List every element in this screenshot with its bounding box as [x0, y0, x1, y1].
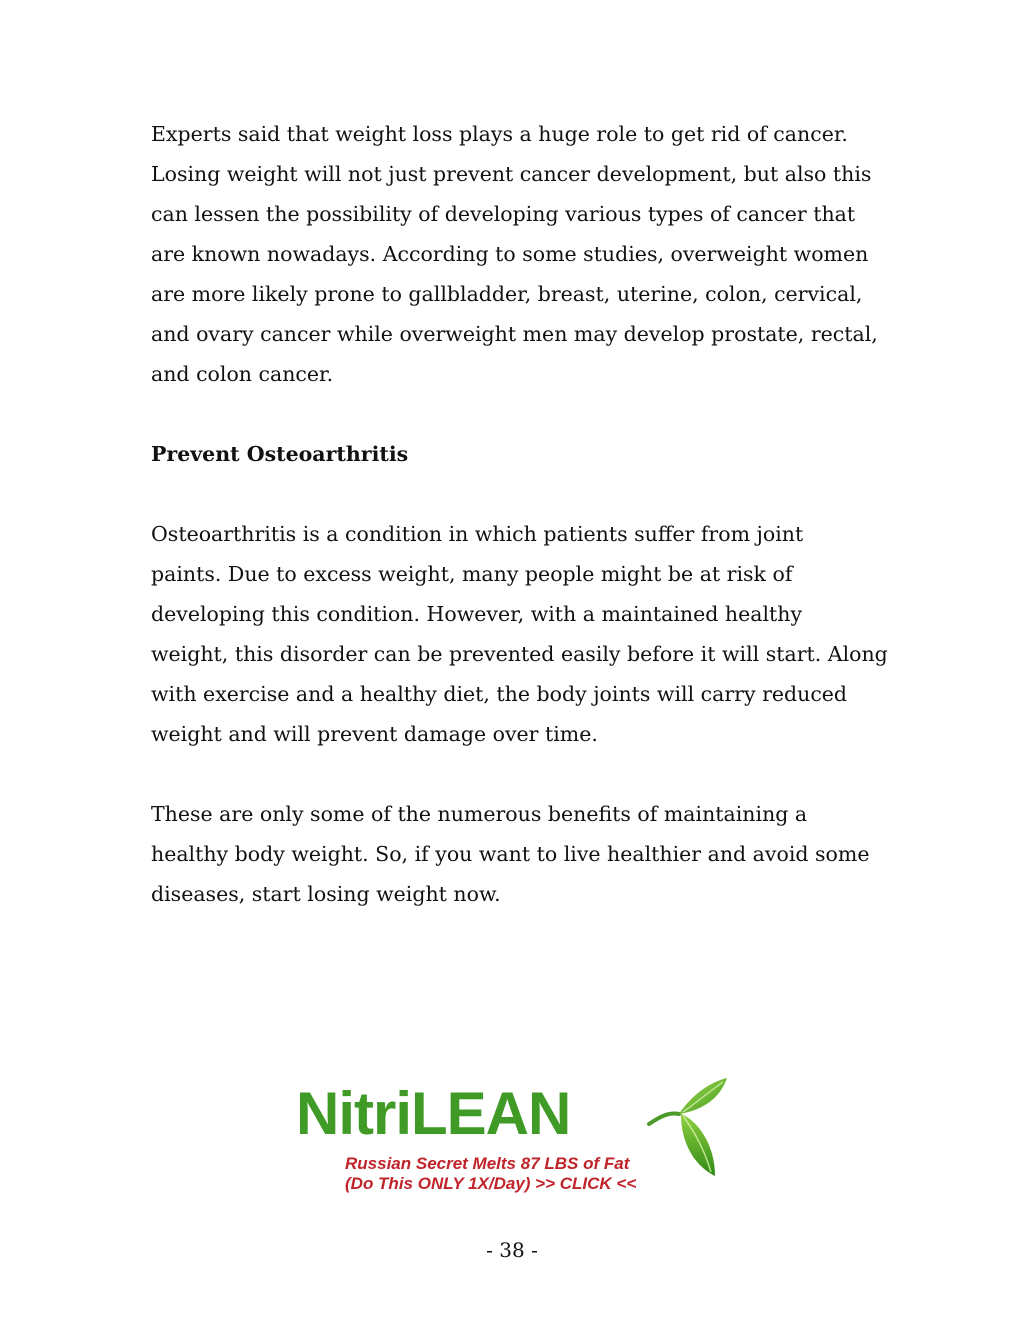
text-line: developing this condition. However, with a maintained healthy — [151, 602, 803, 626]
section-heading: Prevent Osteoarthritis — [151, 442, 409, 466]
paragraph-spacer — [151, 754, 876, 794]
paragraph-spacer — [151, 394, 876, 434]
text-line: diseases, start losing weight now. — [151, 882, 501, 906]
text-line: and colon cancer. — [151, 362, 334, 386]
page-number: - 38 - — [486, 1238, 538, 1262]
ad-tagline — [345, 1154, 636, 1194]
paragraph-conclusion — [151, 794, 876, 914]
text-line: can lessen the possibility of developing various types of cancer that — [151, 202, 856, 226]
document-body — [151, 114, 888, 914]
leaf-icon — [645, 1074, 735, 1179]
text-line: Losing weight will not just prevent cancer development, but also this — [151, 162, 872, 186]
text-line: are known nowadays. According to some studies, overweight women — [151, 242, 869, 266]
paragraph-cancer — [151, 114, 876, 394]
text-line: Experts said that weight loss plays a huge role to get rid of cancer. — [151, 122, 848, 146]
text-line: are more likely prone to gallbladder, breast, uterine, colon, cervical, — [151, 282, 863, 306]
ad-tagline-line-1: Russian Secret Melts 87 LBS of Fat — [345, 1154, 630, 1173]
ad-logo-text: NitriLEAN — [296, 1080, 571, 1147]
text-line: weight, this disorder can be prevented easily before it will start. Along — [151, 642, 888, 666]
text-line: weight and will prevent damage over time. — [151, 722, 598, 746]
text-line: and ovary cancer while overweight men may develop prostate, rectal, — [151, 322, 878, 346]
text-line: Osteoarthritis is a condition in which patients suffer from joint — [151, 522, 804, 546]
text-line: paints. Due to excess weight, many people might be at risk of — [151, 562, 793, 586]
paragraph-osteoarthritis — [151, 514, 888, 754]
text-line: healthy body weight. So, if you want to live healthier and avoid some — [151, 842, 870, 866]
nitrilean-ad-link[interactable] — [290, 1072, 740, 1202]
text-line: with exercise and a healthy diet, the body joints will carry reduced — [151, 682, 848, 706]
ad-tagline-line-2: (Do This ONLY 1X/Day) >> CLICK << — [345, 1174, 637, 1193]
text-line: These are only some of the numerous benefits of maintaining a — [151, 802, 808, 826]
paragraph-spacer — [151, 474, 876, 514]
